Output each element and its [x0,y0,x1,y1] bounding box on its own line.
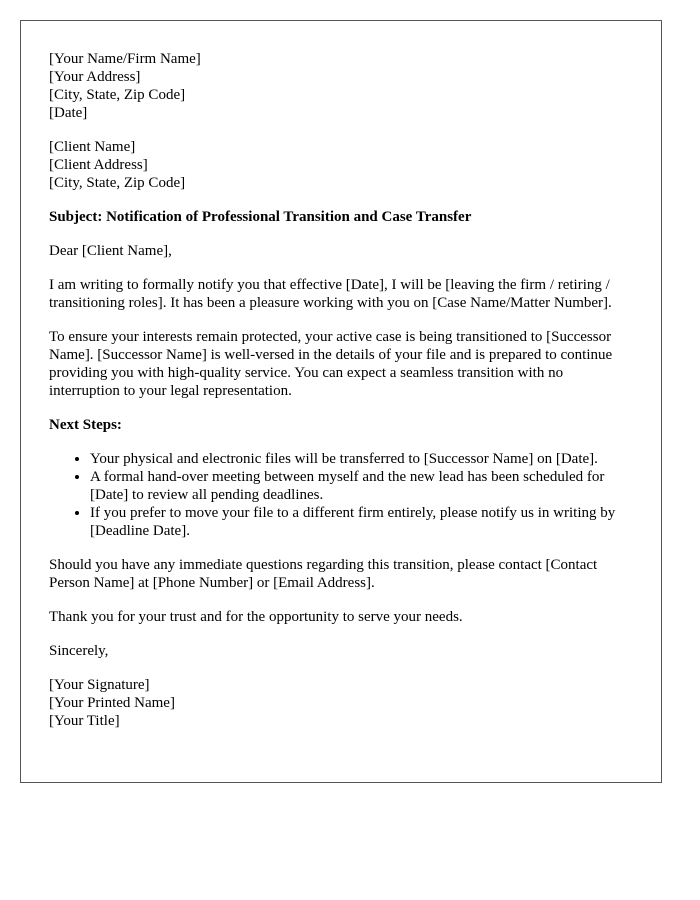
salutation: Dear [Client Name], [49,243,172,259]
recipient-block [49,138,633,192]
subject-line: Subject: Notification of Professional Transition and Case Transfer [49,209,472,225]
sender-block [49,50,633,122]
letter-page [20,20,662,783]
recipient-address: [Client Address] [49,157,148,173]
signature-block [49,676,633,730]
list-item: • Your physical and electronic files will be transferred to [Successor Name] on [Date]. [90,450,633,468]
body-paragraph-2: To ensure your interests remain protected, your active case is being transitioned to [Successor Name]. [Successor Name] is well-versed in the details of your file and is prepared to continue providing you with high-quality service. You can expect a seamless transition with no interruption to your legal representation. [49,329,613,399]
closing: Sincerely, [49,643,109,659]
sender-city: [City, State, Zip Code] [49,87,186,103]
letter-date: [Date] [49,105,88,121]
printed-name: [Your Printed Name] [49,695,175,711]
recipient-city: [City, State, Zip Code] [49,175,186,191]
next-steps-heading: Next Steps: [49,417,122,433]
next-steps-list [49,450,633,540]
list-item: • If you prefer to move your file to a different firm entirely, please notify us in writing by [Deadline Date]. [90,504,633,540]
sender-address: [Your Address] [49,69,141,85]
signer-title: [Your Title] [49,713,120,729]
body-paragraph-1: I am writing to formally notify you that effective [Date], I will be [leaving the firm / retiring / transitioning roles]. It has been a pleasure working with you on [Case Name/Matter Number]. [49,277,612,311]
list-item: • A formal hand-over meeting between myself and the new lead has been scheduled for [Date] to review all pending deadlines. [90,468,633,504]
contact-paragraph: Should you have any immediate questions regarding this transition, please contact [Contact Person Name] at [Phone Number] or [Email Address]. [49,557,598,591]
thanks-paragraph: Thank you for your trust and for the opportunity to serve your needs. [49,609,463,625]
signature-line: [Your Signature] [49,677,150,693]
recipient-name: [Client Name] [49,139,136,155]
sender-name: [Your Name/Firm Name] [49,51,201,67]
